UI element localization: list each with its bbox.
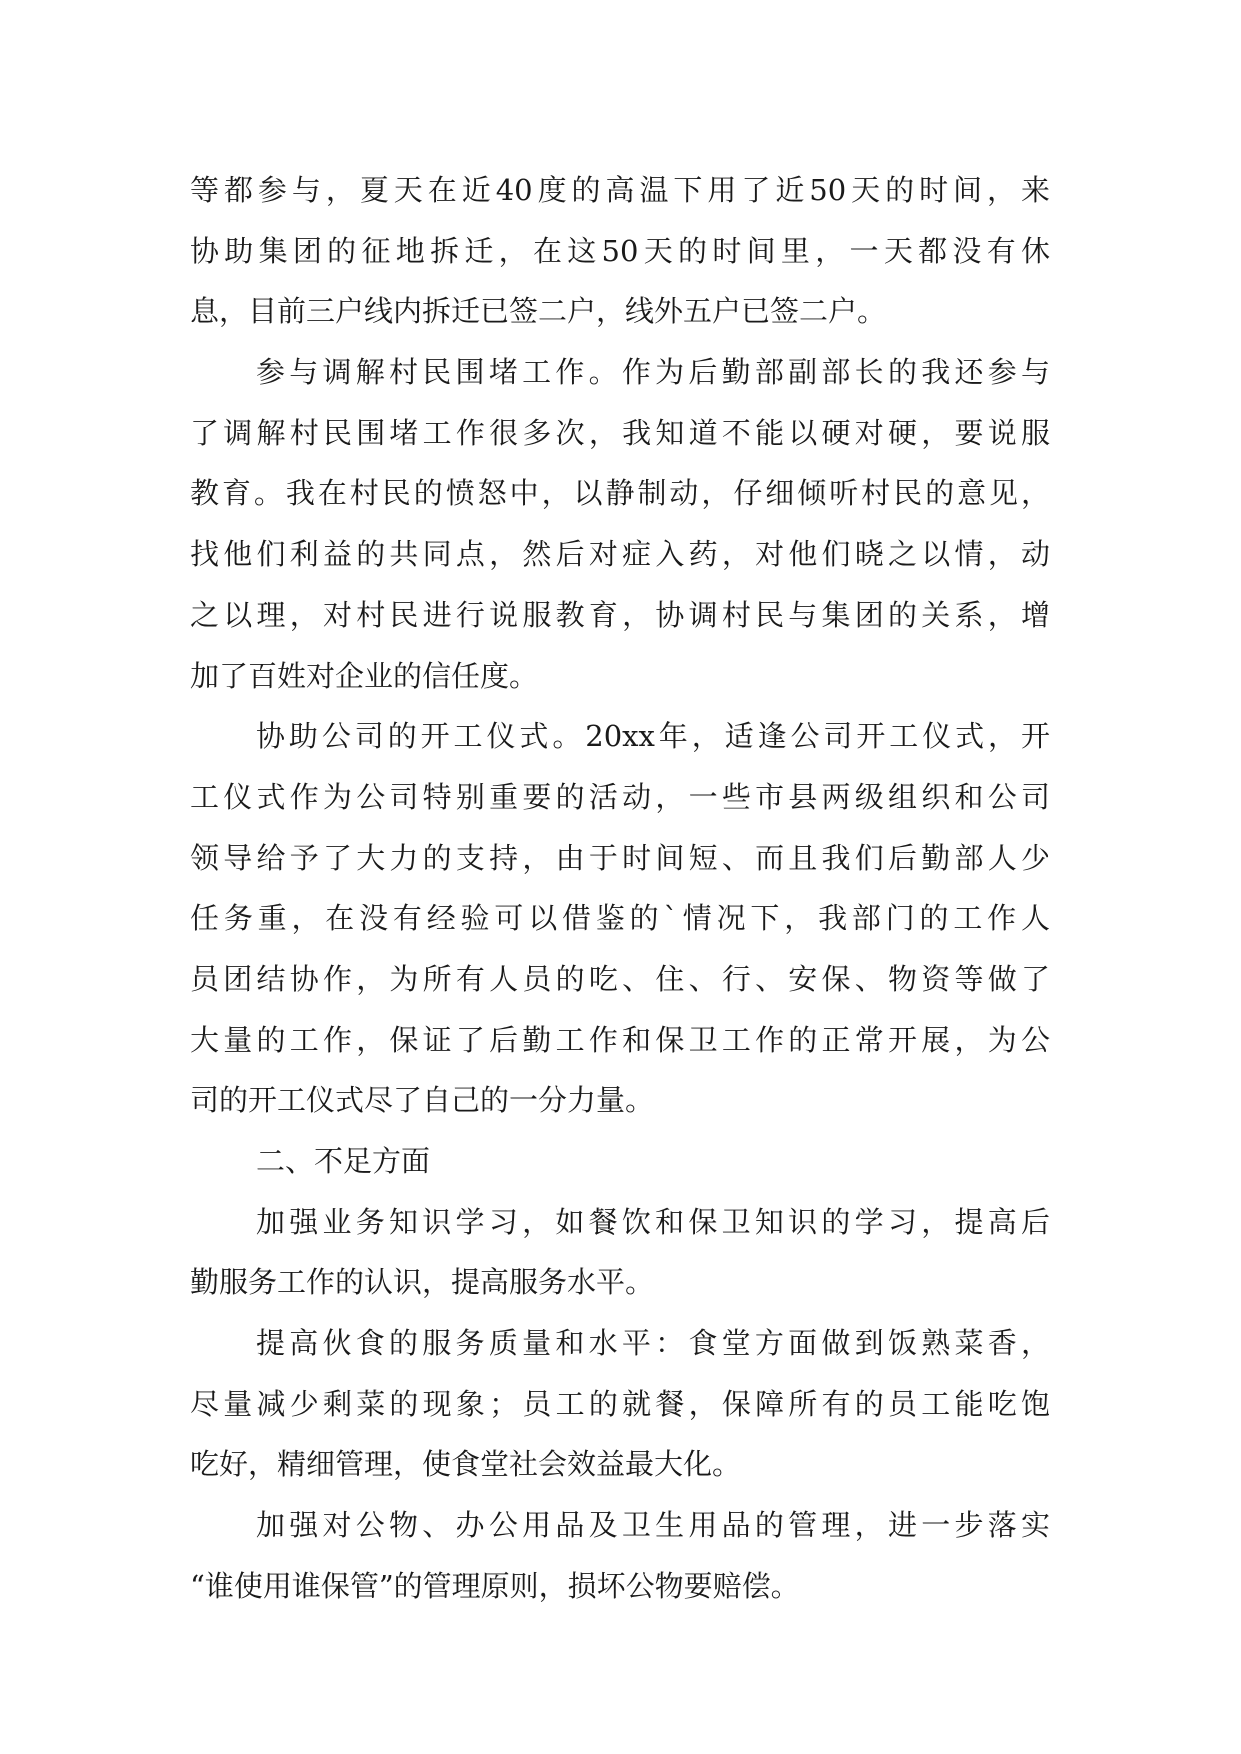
text-line: 加了百姓对企业的信任度。 — [190, 658, 539, 693]
text-line: 息，目前三户线内拆迁已签二户，线外五户已签二户。 — [190, 294, 887, 329]
paragraph-start-line: 加强业务知识学习，如餐饮和保卫知识的学习，提高后 — [256, 1204, 1050, 1239]
text-line: 之以理，对村民进行说服教育，协调村民与集团的关系，增 — [190, 597, 1050, 632]
text-line: 领导给予了大力的支持，由于时间短、而且我们后勤部人少 — [190, 840, 1050, 875]
text-line: 教育。我在村民的愤怒中，以静制动，仔细倾听村民的意见， — [190, 476, 1050, 511]
text-line: “谁使用谁保管”的管理原则，损坏公物要赔偿。 — [190, 1568, 800, 1603]
text-line: 尽量减少剩菜的现象；员工的就餐，保障所有的员工能吃饱 — [190, 1386, 1050, 1421]
text-line: 大量的工作，保证了后勤工作和保卫工作的正常开展，为公 — [190, 1022, 1050, 1057]
paragraph-start-line: 协助公司的开工仪式。20xx年，适逢公司开工仪式，开 — [256, 719, 1050, 754]
text-line: 协助集团的征地拆迁，在这50天的时间里，一天都没有休 — [190, 233, 1050, 268]
text-line: 等都参与，夏天在近40度的高温下用了近50天的时间，来 — [190, 173, 1050, 207]
text-line: 员团结协作，为所有人员的吃、住、行、安保、物资等做了 — [190, 961, 1050, 996]
text-line: 勤服务工作的认识，提高服务水平。 — [190, 1265, 655, 1300]
text-line: 找他们利益的共同点，然后对症入药，对他们晓之以情，动 — [190, 537, 1050, 572]
text-line: 了调解村民围堵工作很多次，我知道不能以硬对硬，要说服 — [190, 415, 1050, 450]
document-body — [190, 160, 1050, 1617]
text-line: 任务重，在没有经验可以借鉴的`情况下，我部门的工作人 — [190, 901, 1050, 936]
paragraph-start-line: 提高伙食的服务质量和水平：食堂方面做到饭熟菜香， — [256, 1326, 1050, 1361]
paragraph-start-line: 加强对公物、办公用品及卫生用品的管理，进一步落实 — [256, 1508, 1050, 1543]
text-line: 司的开工仪式尽了自己的一分力量。 — [190, 1083, 655, 1118]
text-line: 工仪式作为公司特别重要的活动，一些市县两级组织和公司 — [190, 779, 1050, 814]
section-heading: 二、不足方面 — [256, 1144, 431, 1178]
paragraph-start-line: 参与调解村民围堵工作。作为后勤部副部长的我还参与 — [256, 355, 1050, 390]
text-line: 吃好，精细管理，使食堂社会效益最大化。 — [190, 1447, 742, 1482]
